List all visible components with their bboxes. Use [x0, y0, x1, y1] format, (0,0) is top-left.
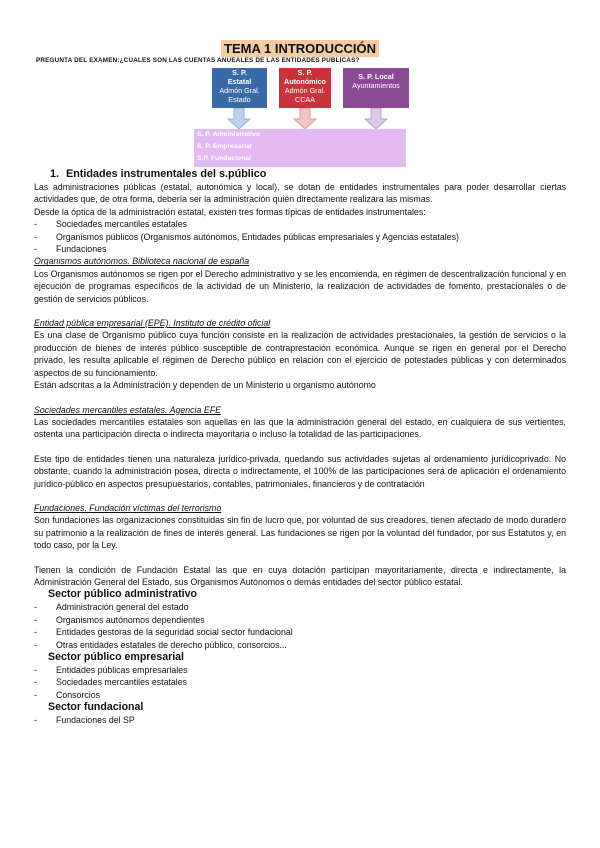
paragraph: Tienen la condición de Fundación Estatal las que en cuya dotación participan mayoritariamente, directa e indirectamente, la Administración General del Estado, sus Organismos Autónomos o demás entidades del sector público estatal.: [34, 564, 566, 587]
list-item: - Fundaciones: [34, 243, 566, 255]
list-item: - Organismos autónomos dependientes: [34, 614, 566, 626]
estatal-line1: S. P.: [232, 68, 247, 77]
autonomico-line2: Autonómico: [284, 77, 326, 86]
intro-paragraph-2: Desde la óptica de la administración estatal, existen tres formas típicas de entidades instrumentales:: [34, 206, 426, 217]
paragraph: Este tipo de entidades tienen una naturaleza jurídico-privada, quedando sus actividades sujetas al ordenamiento jurídicoprivado. No obstante, cuando la administración posea, directa o indirectamente, el 100% de las participaciones será de aplicación el ordenamiento jurídico-público en aspectos presupuestarios, contables, patrimoniales, financieros y de contratación: [34, 453, 566, 489]
section-title: Entidades instrumentales del s.público: [66, 168, 267, 180]
document-body: [34, 168, 566, 727]
list-item: - Entidades públicas empresariales: [34, 664, 566, 676]
arrow-down-icon: [293, 108, 317, 130]
estatal-line3: Admón Gral.: [219, 86, 260, 95]
local-line2: Ayuntamientos: [352, 81, 400, 90]
subheading-sociedades: Sociedades mercantiles estatales. Agencia EFE: [34, 404, 221, 415]
local-line1: S. P. Local: [358, 72, 394, 81]
subheading-fundaciones: Fundaciones. Fundación víctimas del terrorismo: [34, 502, 222, 513]
section-heading: [34, 168, 566, 181]
estatal-line4: Estado: [228, 95, 251, 104]
paragraph: Están adscritas a la Administración y dependen de un Ministerio u organismo autónomo: [34, 380, 376, 391]
heading-sp-fundacional: Sector fundacional: [48, 701, 144, 714]
title-wrapper: [0, 40, 600, 58]
list-item: - Entidades gestoras de la seguridad social sector fundacional: [34, 626, 566, 638]
band-item-fundacional: S.P. Fundacional: [197, 155, 251, 162]
subheading-epe: Entidad pública empresarial (EPE). Instituto de crédito oficial: [34, 318, 271, 329]
arrow-down-icon: [227, 108, 251, 130]
autonomico-line3: Admón Gral.: [284, 86, 326, 95]
band-item-administrativo: S. P. Administrativo: [197, 131, 261, 138]
section-number: 1.: [50, 168, 60, 180]
autonomico-line4: CCAA: [295, 95, 315, 104]
page-title: TEMA 1 INTRODUCCIÓN: [221, 40, 379, 57]
list-item: - Sociedades mercantiles estatales: [34, 218, 566, 230]
paragraph: Son fundaciones las organizaciones constituidas sin fin de lucro que, por voluntad de sus creadores, tienen afectado de modo duradero su patrimonio a la realización de fines de interés general. Las fundaciones se rigen por la voluntad del fundador, por sus Estatutos y, en todo caso, por la Ley.: [34, 515, 566, 551]
paragraph: Los Organismos autónomos se rigen por el Derecho administrativo y se les encomienda, en régimen de descentralización funcional y en ejecución de programas específicos de la actividad de un Ministerio, la realización de actividades de fomento, prestacionales o de gestión de servicios públicos.: [34, 268, 566, 304]
diagram-box-estatal: [212, 68, 267, 108]
diagram-box-local: [343, 68, 409, 108]
subheading-organismos-autonomos: Organismos autónomos. Biblioteca nacional de españa: [34, 256, 250, 267]
autonomico-line1: S. P.: [297, 68, 313, 77]
paragraph: Las sociedades mercantiles estatales son aquellas en las que la administración general del estado, en cualquiera de sus vertientes, ostenta una participación directa o indirecta mayoritaria o incluso la totalidad de las participaciones.: [34, 416, 566, 440]
estatal-line2: Estatal: [227, 77, 252, 86]
band-item-empresarial: S. P. Empresarial: [197, 143, 252, 150]
list-item: - Sociedades mercantiles estatales: [34, 676, 566, 688]
list-item: - Administración general del estado: [34, 601, 566, 613]
paragraph: Es una clase de Organismo público cuya función consiste en la realización de actividades prestacionales, la gestión de servicios o la producción de bienes de interés público susceptible de contraprestación económica. Aunque se rigen en general por el Derecho privado, les resulta aplicable el régimen de Derecho público en relación con el ejercicio de potestades públicas y con determinados aspectos de su funcionamiento.: [34, 330, 566, 378]
diagram-box-autonomico: [279, 68, 331, 108]
list-item: - Otras entidades estatales de derecho público, consorcios...: [34, 639, 566, 651]
heading-sp-administrativo: Sector público administrativo: [48, 588, 197, 601]
arrow-down-icon: [364, 108, 388, 130]
list-item: - Consorcios: [34, 689, 566, 701]
heading-sp-empresarial: Sector público empresarial: [48, 651, 185, 663]
list-item: - Fundaciones del SP: [34, 714, 566, 726]
intro-paragraph: Las administraciones públicas (estatal, autonómica y local), se dotan de entidades instrumentales para poder desarrollar ciertas actividades que, de otra forma, debería ser la administración quién directamente realizara las mismas.: [34, 182, 566, 205]
sector-band: [194, 129, 406, 167]
exam-question: PREGUNTA DEL EXAMEN:¿CUALES SON LAS CUENTAS ANUEALES DE LAS ENTIDADES PUBLICAS?: [36, 57, 360, 64]
list-item: - Organismos públicos (Organismos autónomos, Entidades públicas empresariales y Agencias estatales): [34, 231, 566, 243]
